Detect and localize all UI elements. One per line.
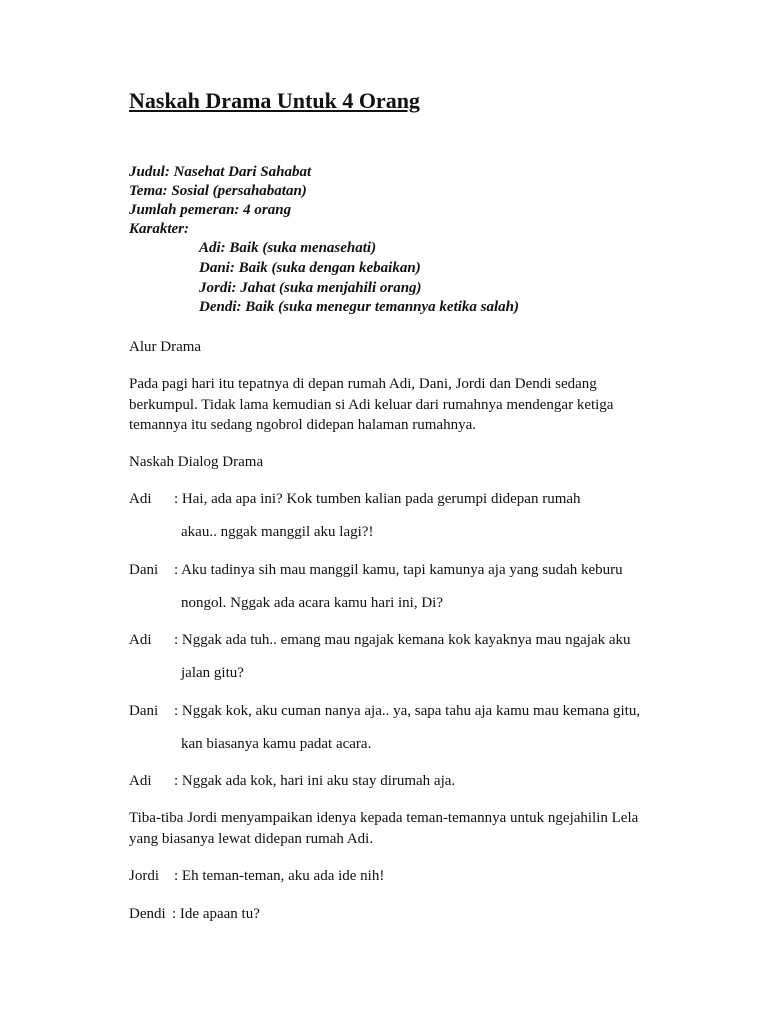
karakter-item: Dani: Baik (suka dengan kebaikan) bbox=[199, 260, 421, 276]
dialog-line: : Aku tadinya sih mau manggil kamu, tapi kamunya aja yang sudah keburu bbox=[174, 562, 623, 578]
alur-line: berkumpul. Tidak lama kemudian si Adi keluar dari rumahnya mendengar ketiga bbox=[129, 397, 614, 413]
dialog-line: nongol. Nggak ada acara kamu hari ini, Di? bbox=[181, 595, 443, 611]
narration-line: yang biasanya lewat didepan rumah Adi. bbox=[129, 831, 374, 847]
info-judul: Judul: Nasehat Dari Sahabat bbox=[129, 164, 312, 180]
dialog-line: : Nggak ada tuh.. emang mau ngajak kemana kok kayaknya mau ngajak aku bbox=[174, 632, 631, 648]
dialog-speaker: Adi bbox=[129, 773, 152, 789]
dialog-line: akau.. nggak manggil aku lagi?! bbox=[181, 524, 374, 540]
document-title: Naskah Drama Untuk 4 Orang bbox=[129, 88, 420, 113]
alur-heading: Alur Drama bbox=[129, 339, 202, 355]
dialog-speaker: Dani bbox=[129, 562, 159, 578]
info-tema: Tema: Sosial (persahabatan) bbox=[129, 183, 307, 199]
karakter-item: Dendi: Baik (suka menegur temannya ketika salah) bbox=[199, 299, 520, 315]
dialog-line: : Hai, ada apa ini? Kok tumben kalian pada gerumpi didepan rumah bbox=[174, 491, 581, 507]
dialog-speaker: Jordi bbox=[129, 868, 159, 884]
dialog-heading: Naskah Dialog Drama bbox=[129, 454, 264, 470]
alur-line: temannya itu sedang ngobrol didepan halaman rumahnya. bbox=[129, 417, 476, 433]
dialog-line: : Eh teman-teman, aku ada ide nih! bbox=[174, 868, 385, 884]
narration-line: Tiba-tiba Jordi menyampaikan idenya kepada teman-temannya untuk ngejahilin Lela bbox=[129, 810, 639, 826]
alur-line: Pada pagi hari itu tepatnya di depan rumah Adi, Dani, Jordi dan Dendi sedang bbox=[129, 376, 597, 392]
karakter-item: Jordi: Jahat (suka menjahili orang) bbox=[199, 280, 422, 296]
dialog-speaker: Adi bbox=[129, 632, 152, 648]
info-jumlah: Jumlah pemeran: 4 orang bbox=[129, 202, 292, 218]
dialog-line: : Nggak ada kok, hari ini aku stay dirumah aja. bbox=[174, 773, 456, 789]
dialog-speaker: Dani bbox=[129, 703, 159, 719]
dialog-speaker: Dendi bbox=[129, 906, 166, 922]
dialog-line: kan biasanya kamu padat acara. bbox=[181, 736, 372, 752]
dialog-line: : Nggak kok, aku cuman nanya aja.. ya, sapa tahu aja kamu mau kemana gitu, bbox=[174, 703, 641, 719]
dialog-line: : Ide apaan tu? bbox=[172, 906, 260, 922]
dialog-speaker: Adi bbox=[129, 491, 152, 507]
info-karakter-label: Karakter: bbox=[129, 221, 189, 237]
dialog-line: jalan gitu? bbox=[181, 665, 244, 681]
karakter-item: Adi: Baik (suka menasehati) bbox=[199, 240, 377, 256]
